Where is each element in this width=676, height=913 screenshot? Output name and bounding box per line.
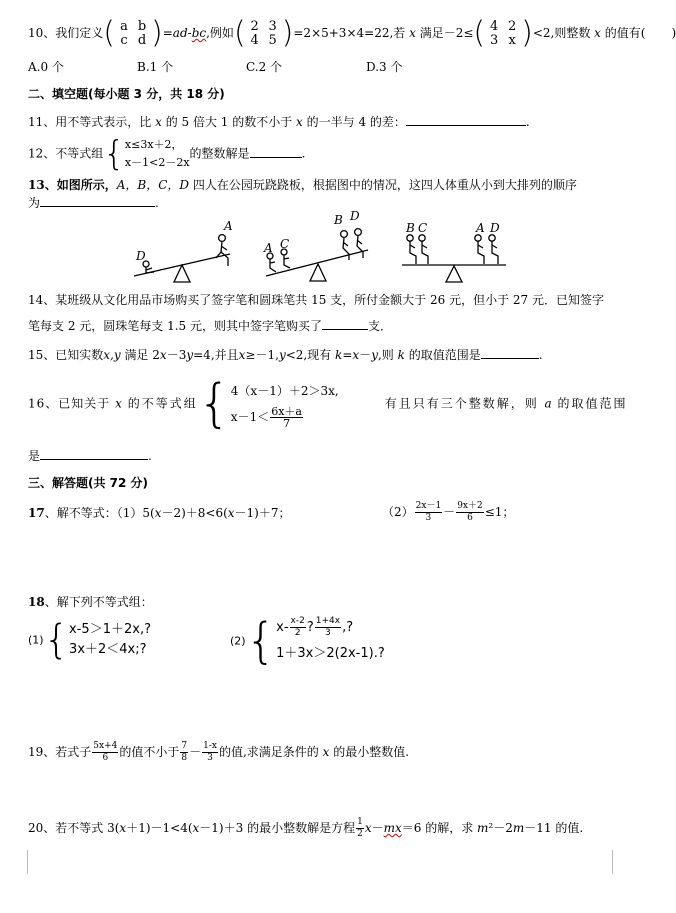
question-12: 12、不等式组{x≤3x＋2， x－1<2－2x的整数解是 .	[28, 134, 306, 174]
seesaw3-label-a: A	[476, 221, 485, 235]
answer-blank-15[interactable]	[481, 347, 539, 359]
question-18: 18、解下列不等式组：	[28, 595, 153, 609]
seesaw3-label-c: C	[418, 221, 428, 235]
question-17: 17、解不等式：（1）5(x－2)＋8<6(x－1)＋7；	[28, 506, 291, 520]
question-17-part-2: （2） $\frac{2x-1}{3}$ － $\frac{9x+2}{6}$ ≤1；	[382, 501, 515, 523]
seesaw2-label-d: D	[350, 209, 360, 223]
answer-blank-16[interactable]	[40, 448, 148, 460]
question-10: 10、我们定义( a b c d )=ad-bc,例如( 2 3 4 5 )=2×5+3×4=22,若 x 满足－2≤( 4 2 3 x )<2,则整数 x 的值有( )	[28, 15, 676, 51]
answer-blank-12[interactable]	[250, 146, 302, 158]
question-15: 15、已知实数x,y 满足 2x－3y=4,并且x≥－1,y<2,现有 k=x－y,则 k 的取值范围是 .	[28, 348, 543, 362]
seesaw-figure	[126, 210, 516, 284]
question-11: 11、用不等式表示，比 x 的 5 倍大 1 的数不小于 x 的一半与 4 的差： .	[28, 115, 530, 129]
question-13: 13、如图所示，A，B，C，D 四人在公园玩跷跷板，根据图中的情况，这四人体重从小到大排列的顺序	[28, 178, 577, 192]
seesaw2-label-b: B	[334, 213, 343, 227]
matrix-condition: 4 2 3 x	[489, 18, 517, 48]
question-16: 16、已知关于 x 的不等式组{4（x－1）＋2＞3x, x－1＜ $\frac{6x+a}{7}$ 有且只有三个整数解，则 a 的取值范围	[28, 374, 628, 434]
section-3-heading: 三、解答题(共 72 分)	[28, 476, 149, 490]
answer-blank-14[interactable]	[322, 318, 368, 330]
answer-blank-13[interactable]	[40, 195, 155, 207]
matrix-def: a b c d	[120, 18, 147, 48]
choice-b: B.1 个	[137, 60, 174, 74]
seesaw3-label-b: B	[406, 221, 415, 235]
matrix-example: 2 3 4 5	[250, 18, 277, 48]
question-20: 20、若不等式 3(x＋1)－1<4(x－1)＋3 的最小整数解是方程 $\frac{1}{2}$ x－mx＝6 的解，求 m²－2m－11 的值.	[28, 817, 584, 839]
question-18-part-1: (1){x-5＞1＋2x,? 3x＋2＜4x;?	[28, 617, 151, 663]
question-18-part-2: (2){x- $\frac{x-2}{2}$ ? $\frac{1+4x}{3}$ ,? 1＋3x＞2(2x-1).?	[230, 613, 385, 669]
seesaw3-label-d: D	[490, 221, 500, 235]
seesaw1-label-a: A	[224, 219, 233, 233]
corner-mark-bl	[8, 850, 28, 874]
choice-c: C.2 个	[246, 60, 283, 74]
question-13-answer-line: 为 .	[28, 196, 159, 210]
question-14-line-2: 笔每支 2 元，圆珠笔每支 1.5 元，则其中签字笔购买了 支．	[28, 319, 392, 333]
corner-mark-br	[612, 850, 632, 874]
question-14-line-1: 14、某班级从文化用品市场购买了签字笔和圆珠笔共 15 支，所付金额大于 26 元，但小于 27 元．已知签字	[28, 293, 604, 307]
choice-d: D.3 个	[366, 60, 403, 74]
question-19: 19、若式子 $\frac{5x+4}{6}$ 的值不小于 $\frac{7}{8}$ － $\frac{1-x}{3}$ 的值,求满足条件的 x 的最小整数值.	[28, 741, 410, 763]
question-16-answer-line: 是 .	[28, 449, 152, 463]
seesaw1-label-d: D	[136, 249, 146, 263]
answer-blank-11[interactable]	[406, 114, 526, 126]
choice-a: A.0 个	[28, 60, 64, 74]
seesaw2-label-c: C	[280, 237, 290, 251]
seesaw2-label-a: A	[264, 241, 273, 255]
section-2-heading: 二、填空题(每小题 3 分，共 18 分)	[28, 87, 225, 101]
